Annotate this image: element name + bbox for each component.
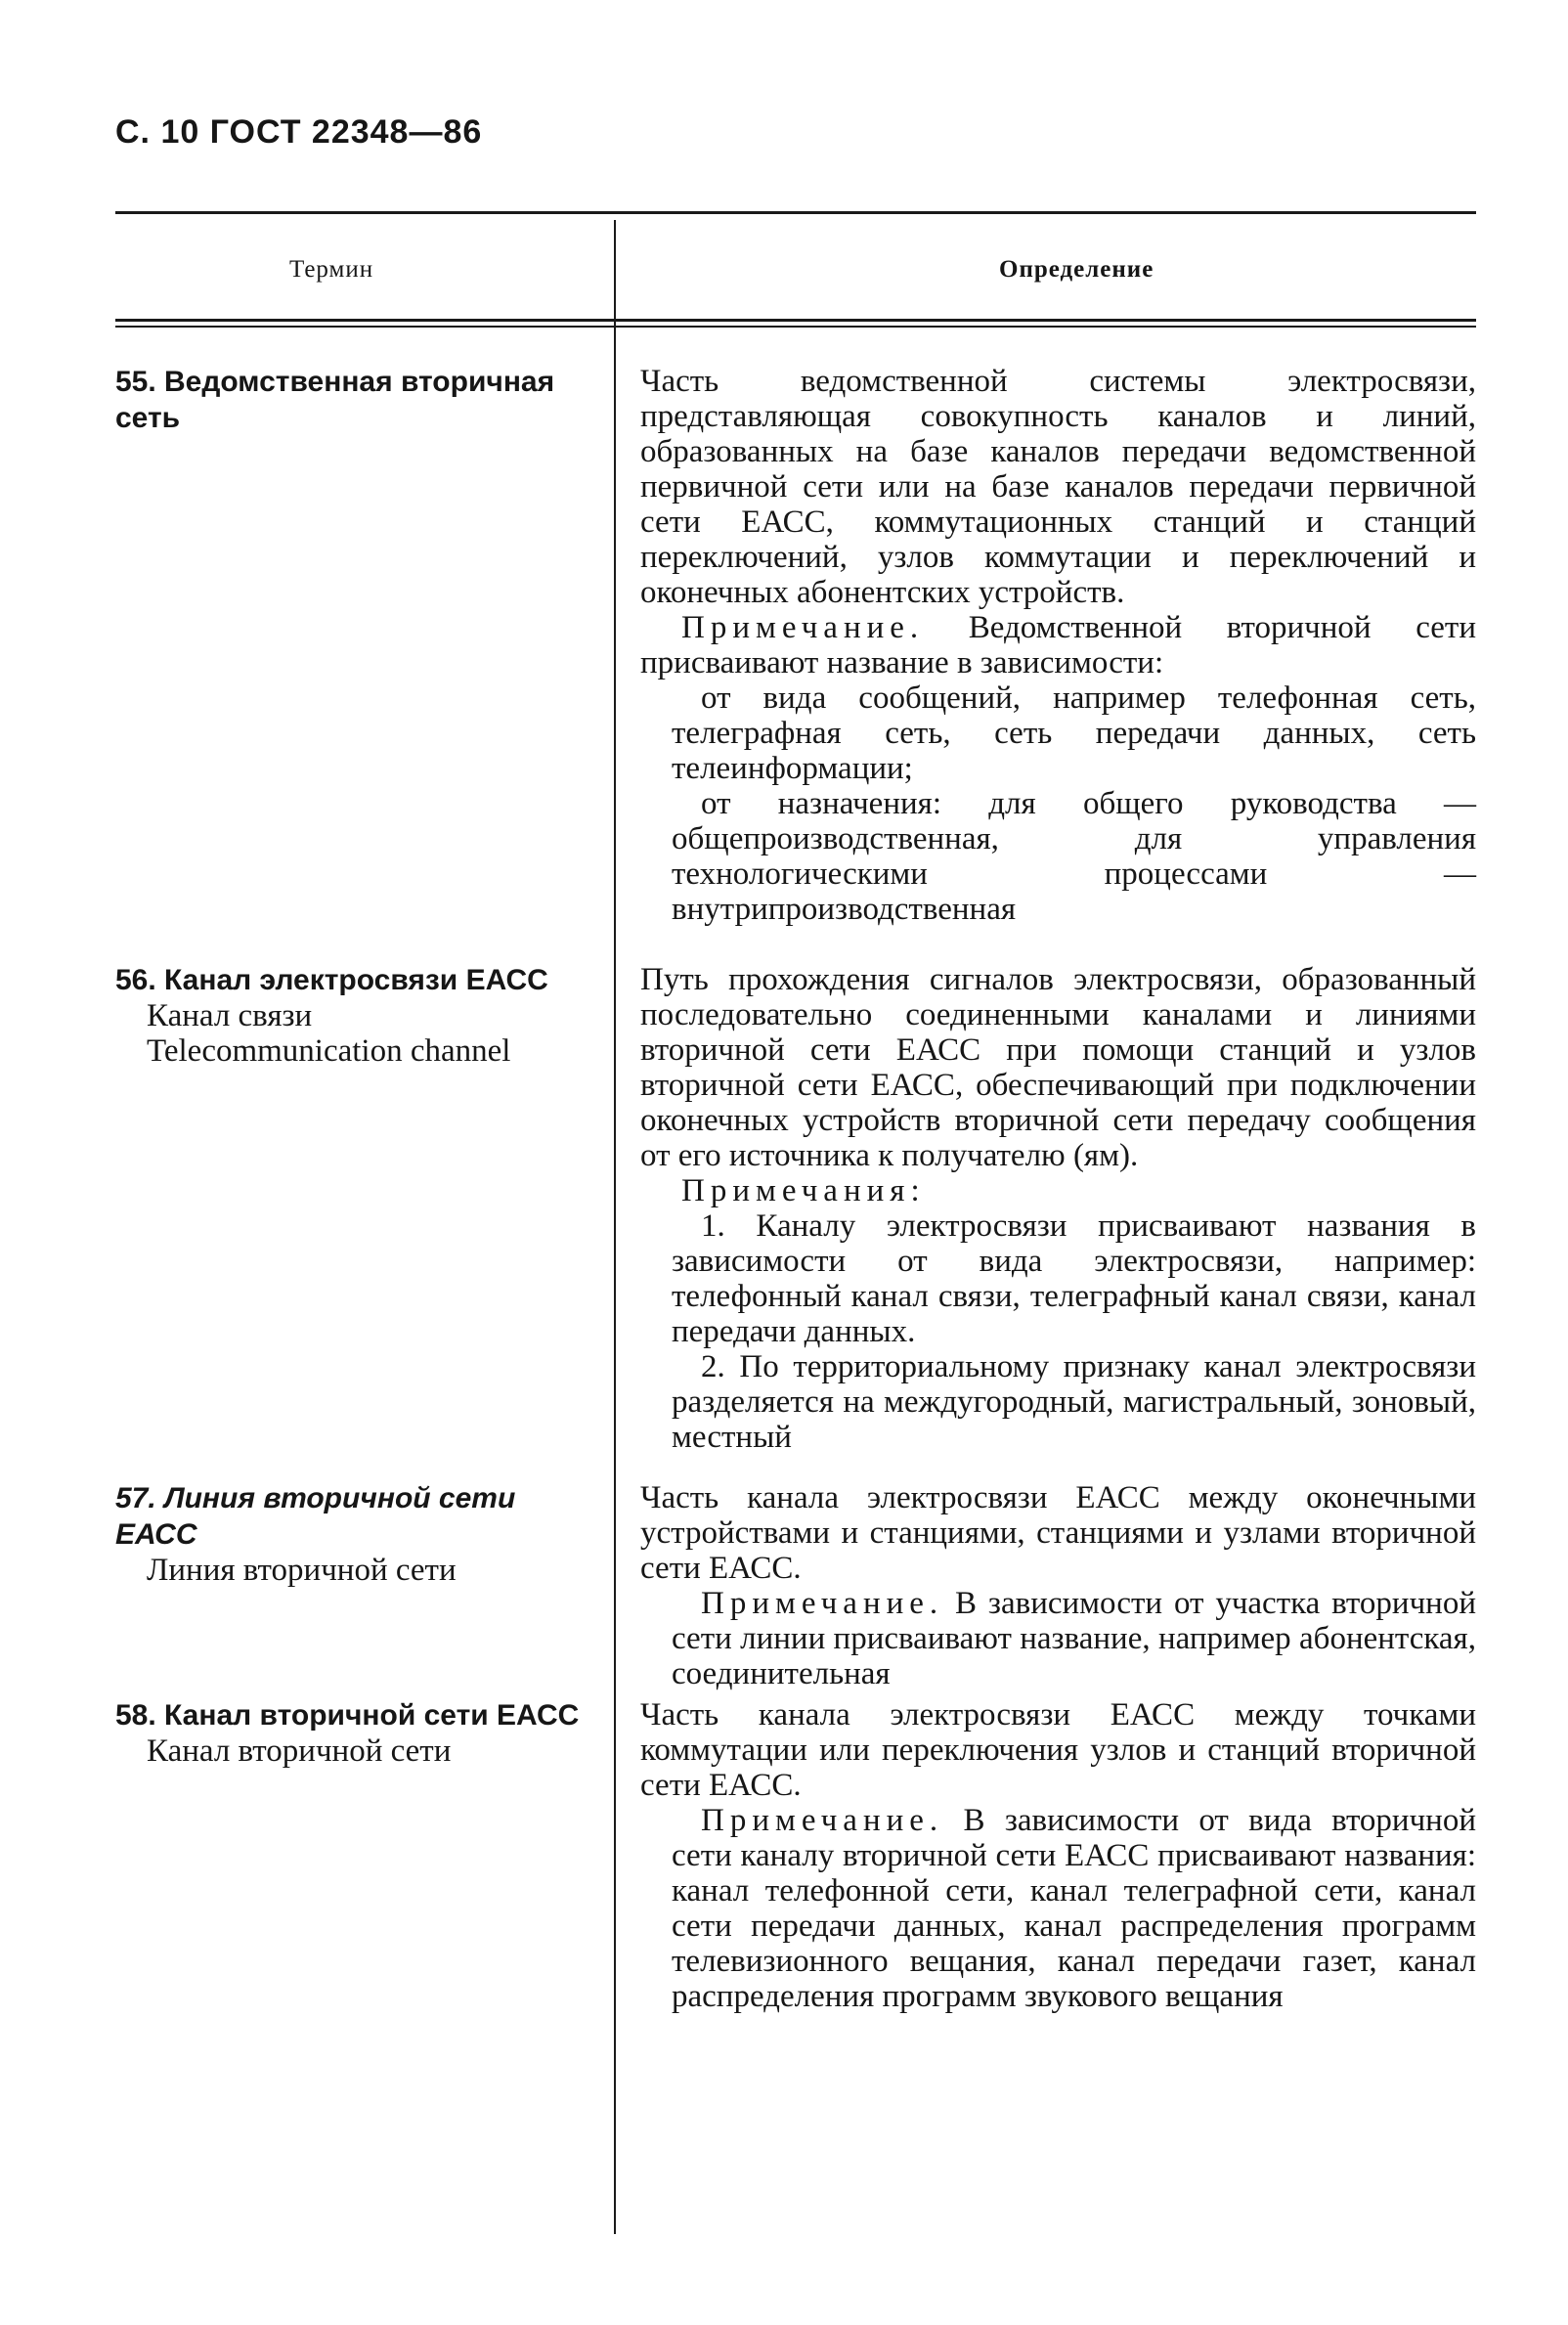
note-label: Примечание. — [701, 1586, 944, 1621]
note-text: В зависимости от участка вторичной сети линии присваивают название, например абонентская, соединительная — [672, 1586, 1476, 1691]
term-57 — [115, 1480, 585, 1588]
header-rule-2 — [115, 326, 1476, 328]
term-synonym: Линия вторичной сети — [147, 1553, 457, 1588]
note-item: от вида сообщений, например телефонная сеть, телеграфная сеть, сеть передачи данных, сеть телеинформации; — [672, 680, 1476, 786]
term-title: Канал электросвязи ЕАСС — [163, 964, 548, 996]
definition-56 — [640, 962, 1476, 1455]
column-header-term: Термин — [289, 256, 374, 283]
note — [672, 1586, 1476, 1691]
term-56 — [115, 962, 585, 1069]
note — [672, 1803, 1476, 2014]
note-label: Примечание. — [681, 610, 925, 645]
term-title: Канал вторичной сети ЕАСС — [163, 1699, 580, 1732]
term-number: 57. — [115, 1482, 156, 1514]
definition-55 — [640, 364, 1476, 927]
term-number: 58. — [115, 1699, 156, 1732]
definition-text: Часть ведомственной системы электросвязи, представляющая совокупность каналов и линий, образованных на базе каналов передачи ведомственной первичной сети или на базе каналов передачи первичной сети ЕАСС, коммутационных станций и станций переключений, узлов коммутации и переключений и оконечных абонентских устройств. — [640, 364, 1476, 610]
note-item: 1. Каналу электросвязи присваивают названия в зависимости от вида электросвязи, например: телефонный канал связи, телеграфный канал связи, канал передачи данных. — [672, 1208, 1476, 1349]
note-items — [640, 680, 1476, 927]
note — [640, 610, 1476, 680]
term-number: 56. — [115, 964, 156, 996]
column-divider — [614, 220, 616, 2234]
note-item: 2. По территориальному признаку канал электросвязи разделяется на междугородный, магистральный, зоновый, местный — [672, 1349, 1476, 1455]
note-label: Примечания: — [681, 1173, 926, 1208]
term-english: Telecommunication channel — [147, 1033, 511, 1069]
term-55 — [115, 364, 585, 436]
note-label: Примечание. — [701, 1803, 944, 1838]
term-title: Линия вторичной сети ЕАСС — [115, 1482, 516, 1551]
header-rule-1 — [115, 319, 1476, 322]
definition-58 — [640, 1697, 1476, 2014]
definition-57 — [640, 1480, 1476, 1691]
term-number: 55. — [115, 366, 156, 398]
definition-text: Часть канала электросвязи ЕАСС между оконечными устройствами и станциями, станциями и узлами вторичной сети ЕАСС. — [640, 1480, 1476, 1586]
term-synonym: Канал вторичной сети — [147, 1733, 452, 1769]
term-58 — [115, 1697, 585, 1769]
note-text: В зависимости от вида вторичной сети каналу вторичной сети ЕАСС присваивают названия: канал телефонной сети, канал телеграфной сети, канал сети передачи данных, канал распределения программ телевизионного вещания, канал передачи газет, канал распределения программ звукового вещания — [672, 1803, 1477, 2014]
definition-text: Часть канала электросвязи ЕАСС между точками коммутации или переключения узлов и станций вторичной сети ЕАСС. — [640, 1697, 1476, 1803]
term-synonym: Канал связи — [147, 998, 313, 1033]
note-items — [640, 1208, 1476, 1455]
note-block — [640, 1586, 1476, 1691]
note-block — [640, 1803, 1476, 2014]
definition-text: Путь прохождения сигналов электросвязи, образованный последовательно соединенными каналами и линиями вторичной сети ЕАСС при помощи станций и узлов вторичной сети ЕАСС, обеспечивающий при подключении оконечных устройств вторичной сети передачу сообщения от его источника к получателю (ям). — [640, 962, 1476, 1173]
column-header-definition: Определение — [999, 256, 1154, 283]
note — [640, 1173, 1476, 1208]
table-top-rule — [115, 211, 1476, 214]
note-text: Ведомственной вторичной сети присваивают название в зависимости: — [640, 610, 1476, 680]
term-title: Ведомственная вторичная сеть — [115, 366, 555, 434]
page-header: С. 10 ГОСТ 22348—86 — [115, 113, 483, 151]
note-item: от назначения: для общего руководства — общепроизводственная, для управления технологическими процессами — внутрипроизводственная — [672, 786, 1476, 927]
